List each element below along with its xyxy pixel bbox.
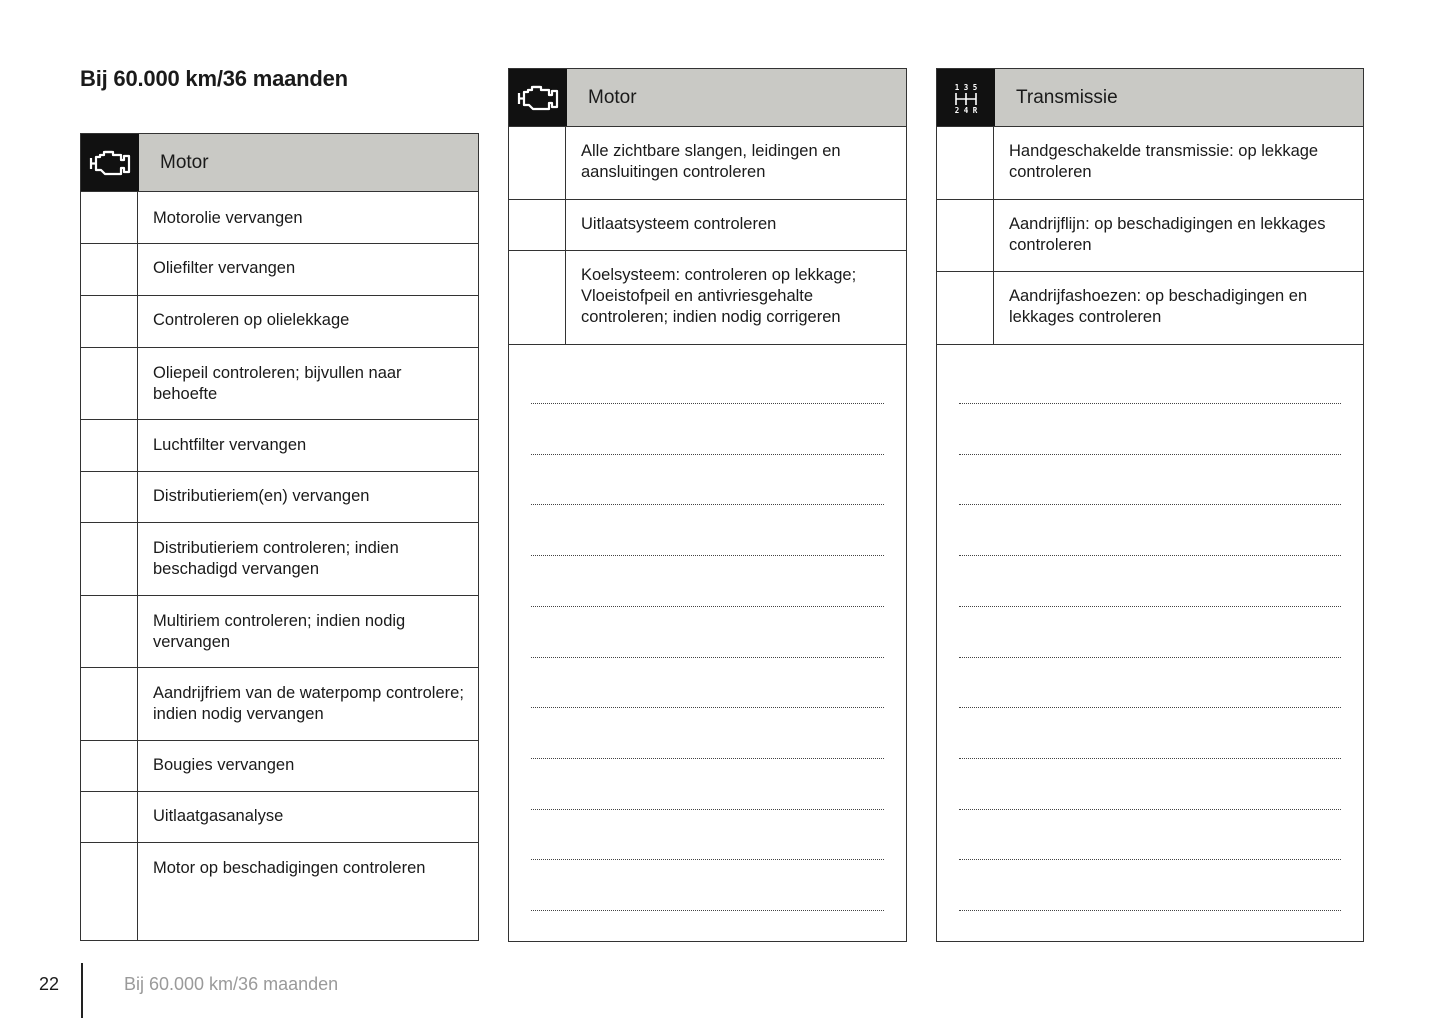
row-label: Oliepeil controleren; bijvullen naar behoefte [153,364,402,403]
table-row [81,348,478,420]
dotted-line [959,504,1341,505]
engine-icon [81,134,139,191]
table-header [81,134,478,192]
table-row [81,296,478,348]
dotted-line [531,859,884,860]
table-row [81,792,478,843]
check-box[interactable] [81,420,138,471]
check-box[interactable] [81,192,138,243]
middle-maintenance-table [508,68,907,942]
table-row [81,596,478,668]
engine-icon [509,69,567,126]
row-label: Aandrijflijn: op beschadigingen en lekkages controleren [1009,215,1326,254]
check-box[interactable] [81,843,138,940]
table-row [81,523,478,596]
check-box[interactable] [81,348,138,419]
check-box[interactable] [937,272,994,344]
check-box[interactable] [81,596,138,667]
check-box[interactable] [81,472,138,522]
check-box[interactable] [937,200,994,271]
footer-title: Bij 60.000 km/36 maanden [124,974,339,994]
table-row [81,741,478,792]
row-label: Koelsysteem: controleren op lekkage; Vloeistofpeil en antivriesgehalte controleren; indien nodig corrigeren [581,266,857,326]
check-box[interactable] [81,244,138,295]
dotted-line [531,657,884,658]
dotted-line [531,809,884,810]
dotted-line [531,758,884,759]
left-maintenance-table [80,133,479,941]
table-header-label: Motor [567,69,906,126]
row-label: Motor op beschadigingen controleren [153,859,426,877]
table-header [509,69,906,127]
row-label: Motorolie vervangen [153,209,303,227]
table-row [81,420,478,472]
table-row [81,192,478,244]
dotted-line [959,758,1341,759]
table-row [509,127,906,200]
table-header-label: Transmissie [995,69,1363,126]
dotted-line [531,403,884,404]
table-row [937,200,1363,272]
row-label: Bougies vervangen [153,756,295,774]
table-row [937,127,1363,200]
check-box[interactable] [81,741,138,791]
table-header-label: Motor [139,134,478,191]
notes-area[interactable] [937,345,1363,941]
gearshift-icon-bottom: 2 4 R [954,105,978,115]
dotted-line [959,555,1341,556]
row-label: Aandrijfashoezen: op beschadigingen en lekkages controleren [1009,287,1308,326]
row-label: Distributieriem(en) vervangen [153,487,370,505]
gearshift-icon [937,69,995,126]
row-label: Alle zichtbare slangen, leidingen en aansluitingen controleren [581,142,841,181]
dotted-line [959,606,1341,607]
row-label: Multiriem controleren; indien nodig vervangen [153,612,406,651]
table-row [509,200,906,251]
page-number: 22 [39,974,60,994]
row-label: Oliefilter vervangen [153,259,296,277]
dotted-line [959,859,1341,860]
table-header [937,69,1363,127]
row-label: Handgeschakelde transmissie: op lekkage controleren [1009,142,1319,181]
check-box[interactable] [509,127,566,199]
notes-area[interactable] [509,345,906,941]
table-row [937,272,1363,345]
check-box[interactable] [81,668,138,740]
page-title: Bij 60.000 km/36 maanden [80,66,348,91]
dotted-line [959,809,1341,810]
dotted-line [959,657,1341,658]
table-row [81,472,478,523]
table-row [81,668,478,741]
dotted-line [959,403,1341,404]
row-label: Distributieriem controleren; indien beschadigd vervangen [153,539,399,578]
row-label: Aandrijfriem van de waterpomp controlere; indien nodig vervangen [153,684,464,723]
check-box[interactable] [509,200,566,250]
row-label: Luchtfilter vervangen [153,436,307,454]
dotted-line [959,454,1341,455]
right-maintenance-table [936,68,1364,942]
check-box[interactable] [509,251,566,344]
dotted-line [531,555,884,556]
dotted-line [531,504,884,505]
gearshift-icon-top: 1 3 5 [954,82,978,92]
dotted-line [959,910,1341,911]
check-box[interactable] [81,792,138,842]
footer-divider [81,963,83,1018]
check-box[interactable] [81,296,138,347]
check-box[interactable] [81,523,138,595]
row-label: Uitlaatgasanalyse [153,807,284,825]
check-box[interactable] [937,127,994,199]
dotted-line [531,707,884,708]
row-label: Controleren op olielekkage [153,311,350,329]
dotted-line [959,707,1341,708]
table-row [81,244,478,296]
table-row [81,843,478,940]
table-row [509,251,906,345]
dotted-line [531,606,884,607]
dotted-line [531,454,884,455]
row-label: Uitlaatsysteem controleren [581,215,777,233]
dotted-line [531,910,884,911]
